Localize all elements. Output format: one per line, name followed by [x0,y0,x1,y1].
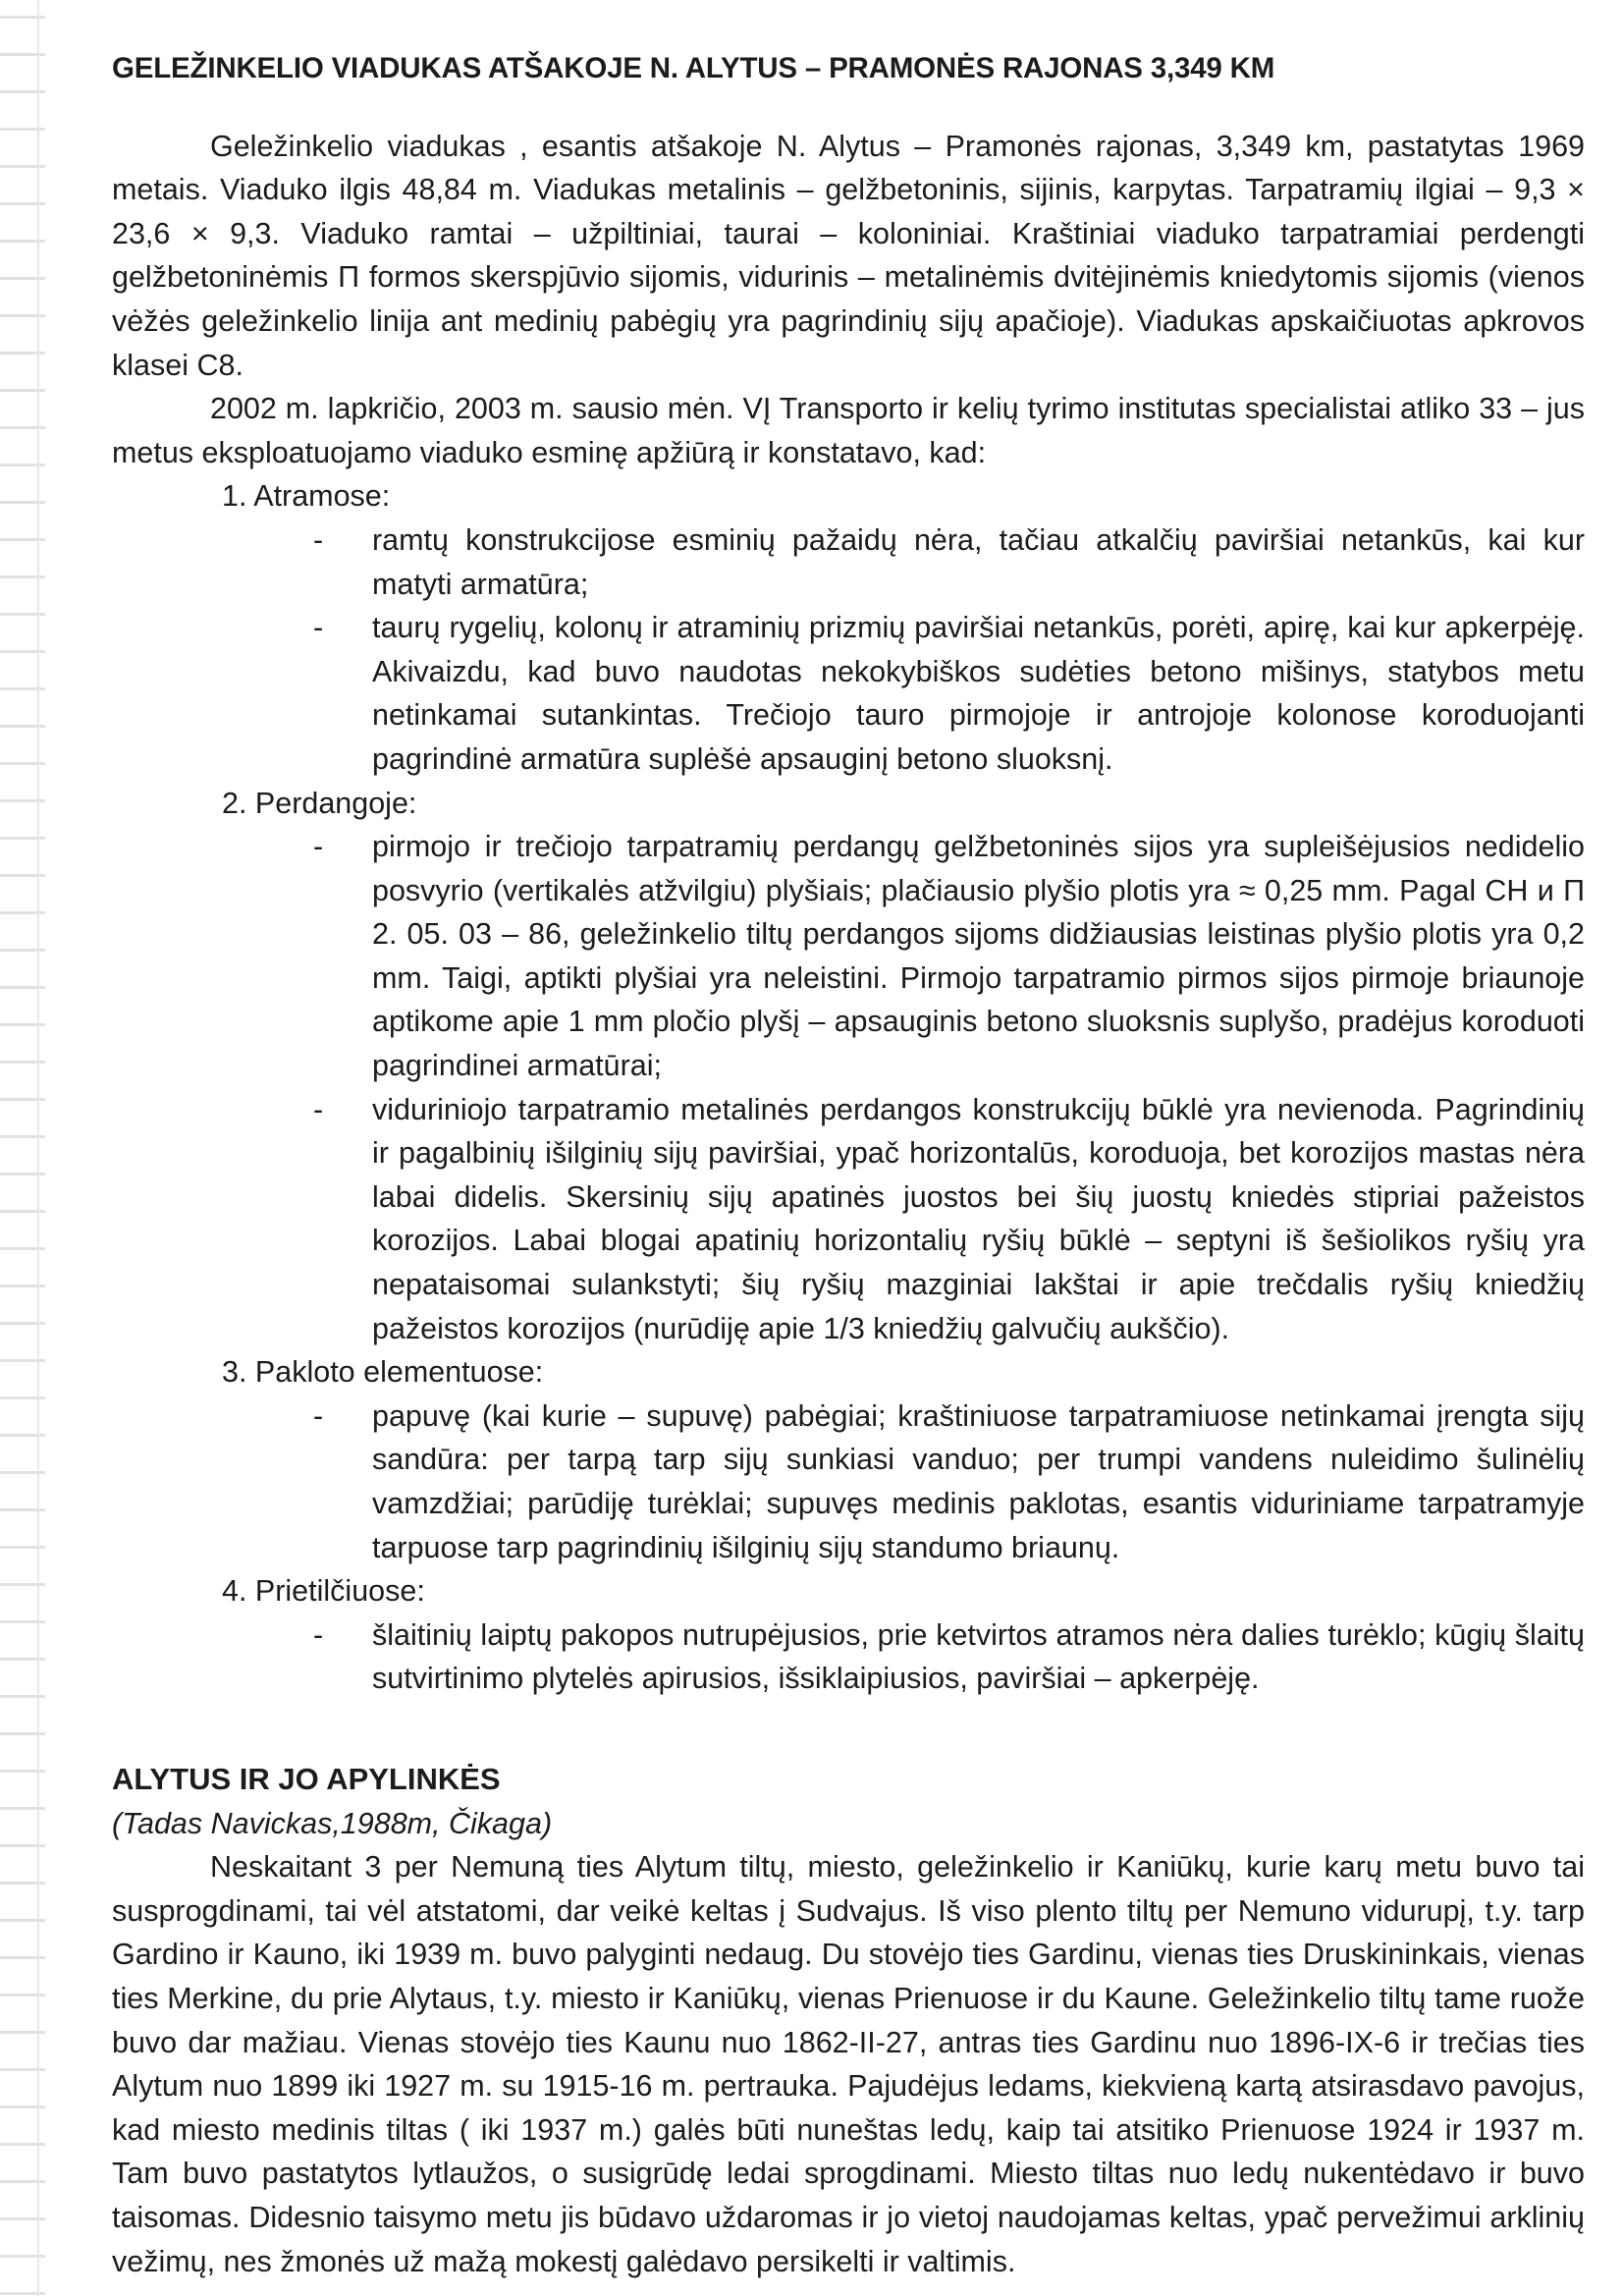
dash-bullet: - [313,611,324,645]
article-source: (Tadas Navickas,1988m, Čikaga) [112,1806,553,1840]
article-body: Neskaitant 3 per Nemuną ties Alytum tiltų, miesto, geležinkelio ir Kaniūkų, kurie karų metu buvo tai susprogdinami, tai vėl atstatomi, dar veikė keltas į Sudvajus. Iš viso plento tiltų per Nemuno vidurupį, t.y. tarp Gardino ir Kauno, iki 1939 m. buvo palyginti nedaug. Du stovėjo ties Gardinu, vienas ties Druskininkais, vienas ties Merkine, du prie Alytaus, t.y. miesto ir Kaniūkų, vienas Prienuose ir du Kaune. Geležinkelio tiltų tame ruože buvo dar mažiau. Vienas stovėjo ties Kaunu nuo 1862-II-27, antras ties Gardinu nuo 1896-IX-6 ir trečias ties Alytum nuo 1899 iki 1927 m. su 1915-16 m. pertrauka. Pajudėjus ledams, kiekvieną kartą atsirasdavo pavojus, kad miesto medinis tiltas ( iki 1937 m.) galės būti nuneštas ledų, kaip tai atsitiko Prienuose 1924 ir 1937 m. Tam buvo pastatytos lytlaužos, o susigrūdę ledai sprogdinami. Miesto tiltas nuo ledų nukentėdavo ir buvo taisomas. Didesnio taisymo metu jis būdavo uždaromas ir jo vietoj naudojamas keltas, ypač pervežimui arklinių vežimų, nes žmonės už mažą mokestį galėdavo persikelti ir valtimis. [112,1850,1585,2278]
dash-bullet: - [313,1092,324,1126]
list-item-text: taurų rygelių, kolonų ir atraminių prizmių paviršiai netankūs, porėti, apirę, kai kur apkerpėję. Akivaizdu, kad buvo naudotas nekokybiškos sudėties betono mišinys, statybos metu netinkamai sutankintas. Trečiojo tauro pirmojoje ir antrojoje kolonose koroduojanti pagrindinė armatūra suplėšė apsauginį betono sluoksnį. [372,611,1585,776]
section-track-bed [112,1350,1585,1569]
binder-strip [0,0,45,2296]
list-item-text: šlaitinių laiptų pakopos nutrupėjusios, prie ketvirtos atramos nėra dalies turėklo; kūgių šlaitų sutvirtinimo plytelės apirusios, išsiklaipiusios, paviršiai – apkerpėję. [372,1617,1585,1696]
section-approaches [112,1569,1585,1701]
dash-bullet: - [313,830,324,864]
section-heading: 3. Pakloto elementuose: [222,1355,544,1390]
list-item [313,1394,1585,1569]
list-item [313,825,1585,1088]
section-heading: 4. Prietilčiuose: [222,1574,425,1609]
section-heading: 2. Perdangoje: [222,786,417,820]
document-title: GELEŽINKELIO VIADUKAS ATŠAKOJE N. ALYTUS – PRAMONĖS RAJONAS 3,349 KM [112,52,1275,84]
dash-bullet: - [313,1617,324,1652]
section-supports [112,474,1585,781]
list-item-text: pirmojo ir trečiojo tarpatramių perdangų gelžbetoninės sijos yra supleišėjusios nedidelio posvyrio (vertikalės atžvilgiu) plyšiais; plačiausio plyšio plotis yra ≈ 0,25 mm. Pagal СН и П 2. 05. 03 – 86, geležinkelio tiltų perdangos sijoms didžiausias leistinas plyšio plotis yra 0,2 mm. Taigi, aptikti plyšiai yra neleistini. Pirmojo tarpatramio pirmos sijos pirmoje briaunoje aptikome apie 1 mm pločio plyšį – apsauginis betono sluoksnis suplyšo, pradėjus koroduoti pagrindinei armatūrai; [372,830,1585,1083]
document-page [112,47,1585,2283]
second-article-title: ALYTUS IR JO APYLINKĖS [112,1761,501,1796]
list-item-text: ramtų konstrukcijose esminių pažaidų nėra, tačiau atkalčių paviršiai netankūs, kai kur matyti armatūra; [372,522,1585,601]
intro-paragraph: Geležinkelio viadukas , esantis atšakoje N. Alytus – Pramonės rajonas, 3,349 km, pastatytas 1969 metais. Viaduko ilgis 48,84 m. Viadukas metalinis – gelžbetoninis, sijinis, karpytas. Tarpatramių ilgiai – 9,3 × 23,6 × 9,3. Viaduko ramtai – užpiltiniai, taurai – koloniniai. Kraštiniai viaduko tarpatramiai perdengti gelžbetoninėmis Π formos skerspjūvio sijomis, vidurinis – metalinėmis dvitėjinėmis kniedytomis sijomis (vienos vėžės geležinkelio linija ant medinių pabėgių yra pagrindinių sijų apačioje). Viadukas apskaičiuotas apkrovos klasei C8. [112,129,1585,382]
list-item [313,1613,1585,1701]
dash-bullet: - [313,1398,324,1433]
section-deck [112,782,1585,1351]
list-item [313,1088,1585,1351]
section-heading: 1. Atramose: [222,479,391,514]
list-item [313,606,1585,781]
list-item-text: viduriniojo tarpatramio metalinės perdangos konstrukcijų būklė yra nevienoda. Pagrindinių ir pagalbinių išilginių sijų paviršiai, ypač horizontalūs, koroduoja, bet korozijos mastas nėra labai didelis. Skersinių sijų apatinės juostos bei šių juostų kniedės stipriai pažeistos korozijos. Labai blogai apatinių horizontalių ryšių būklė – septyni iš šešiolikos ryšių yra nepataisomai sulankstyti; šių ryšių mazginiai lakštai ir apie trečdalis ryšių kniedžių pažeistos korozijos (nurūdiję apie 1/3 kniedžių galvučių aukščio). [372,1092,1585,1345]
dash-bullet: - [313,522,324,557]
list-item [313,519,1585,606]
survey-paragraph: 2002 m. lapkričio, 2003 m. sausio mėn. VĮ Transporto ir kelių tyrimo institutas specialistai atliko 33 – jus metus eksploatuojamo viaduko esminę apžiūrą ir konstatavo, kad: [112,392,1585,469]
list-item-text: papuvę (kai kurie – supuvę) pabėgiai; kraštiniuose tarpatramiuose netinkamai įrengta sijų sandūra: per tarpą tarp sijų sunkiasi vanduo; per trumpi vandens nuleidimo šulinėlių vamzdžiai; parūdiję turėklai; supuvęs medinis paklotas, esantis viduriniame tarpatramyje tarpuose tarp pagrindinių išilginių sijų standumo briaunų. [372,1398,1585,1564]
